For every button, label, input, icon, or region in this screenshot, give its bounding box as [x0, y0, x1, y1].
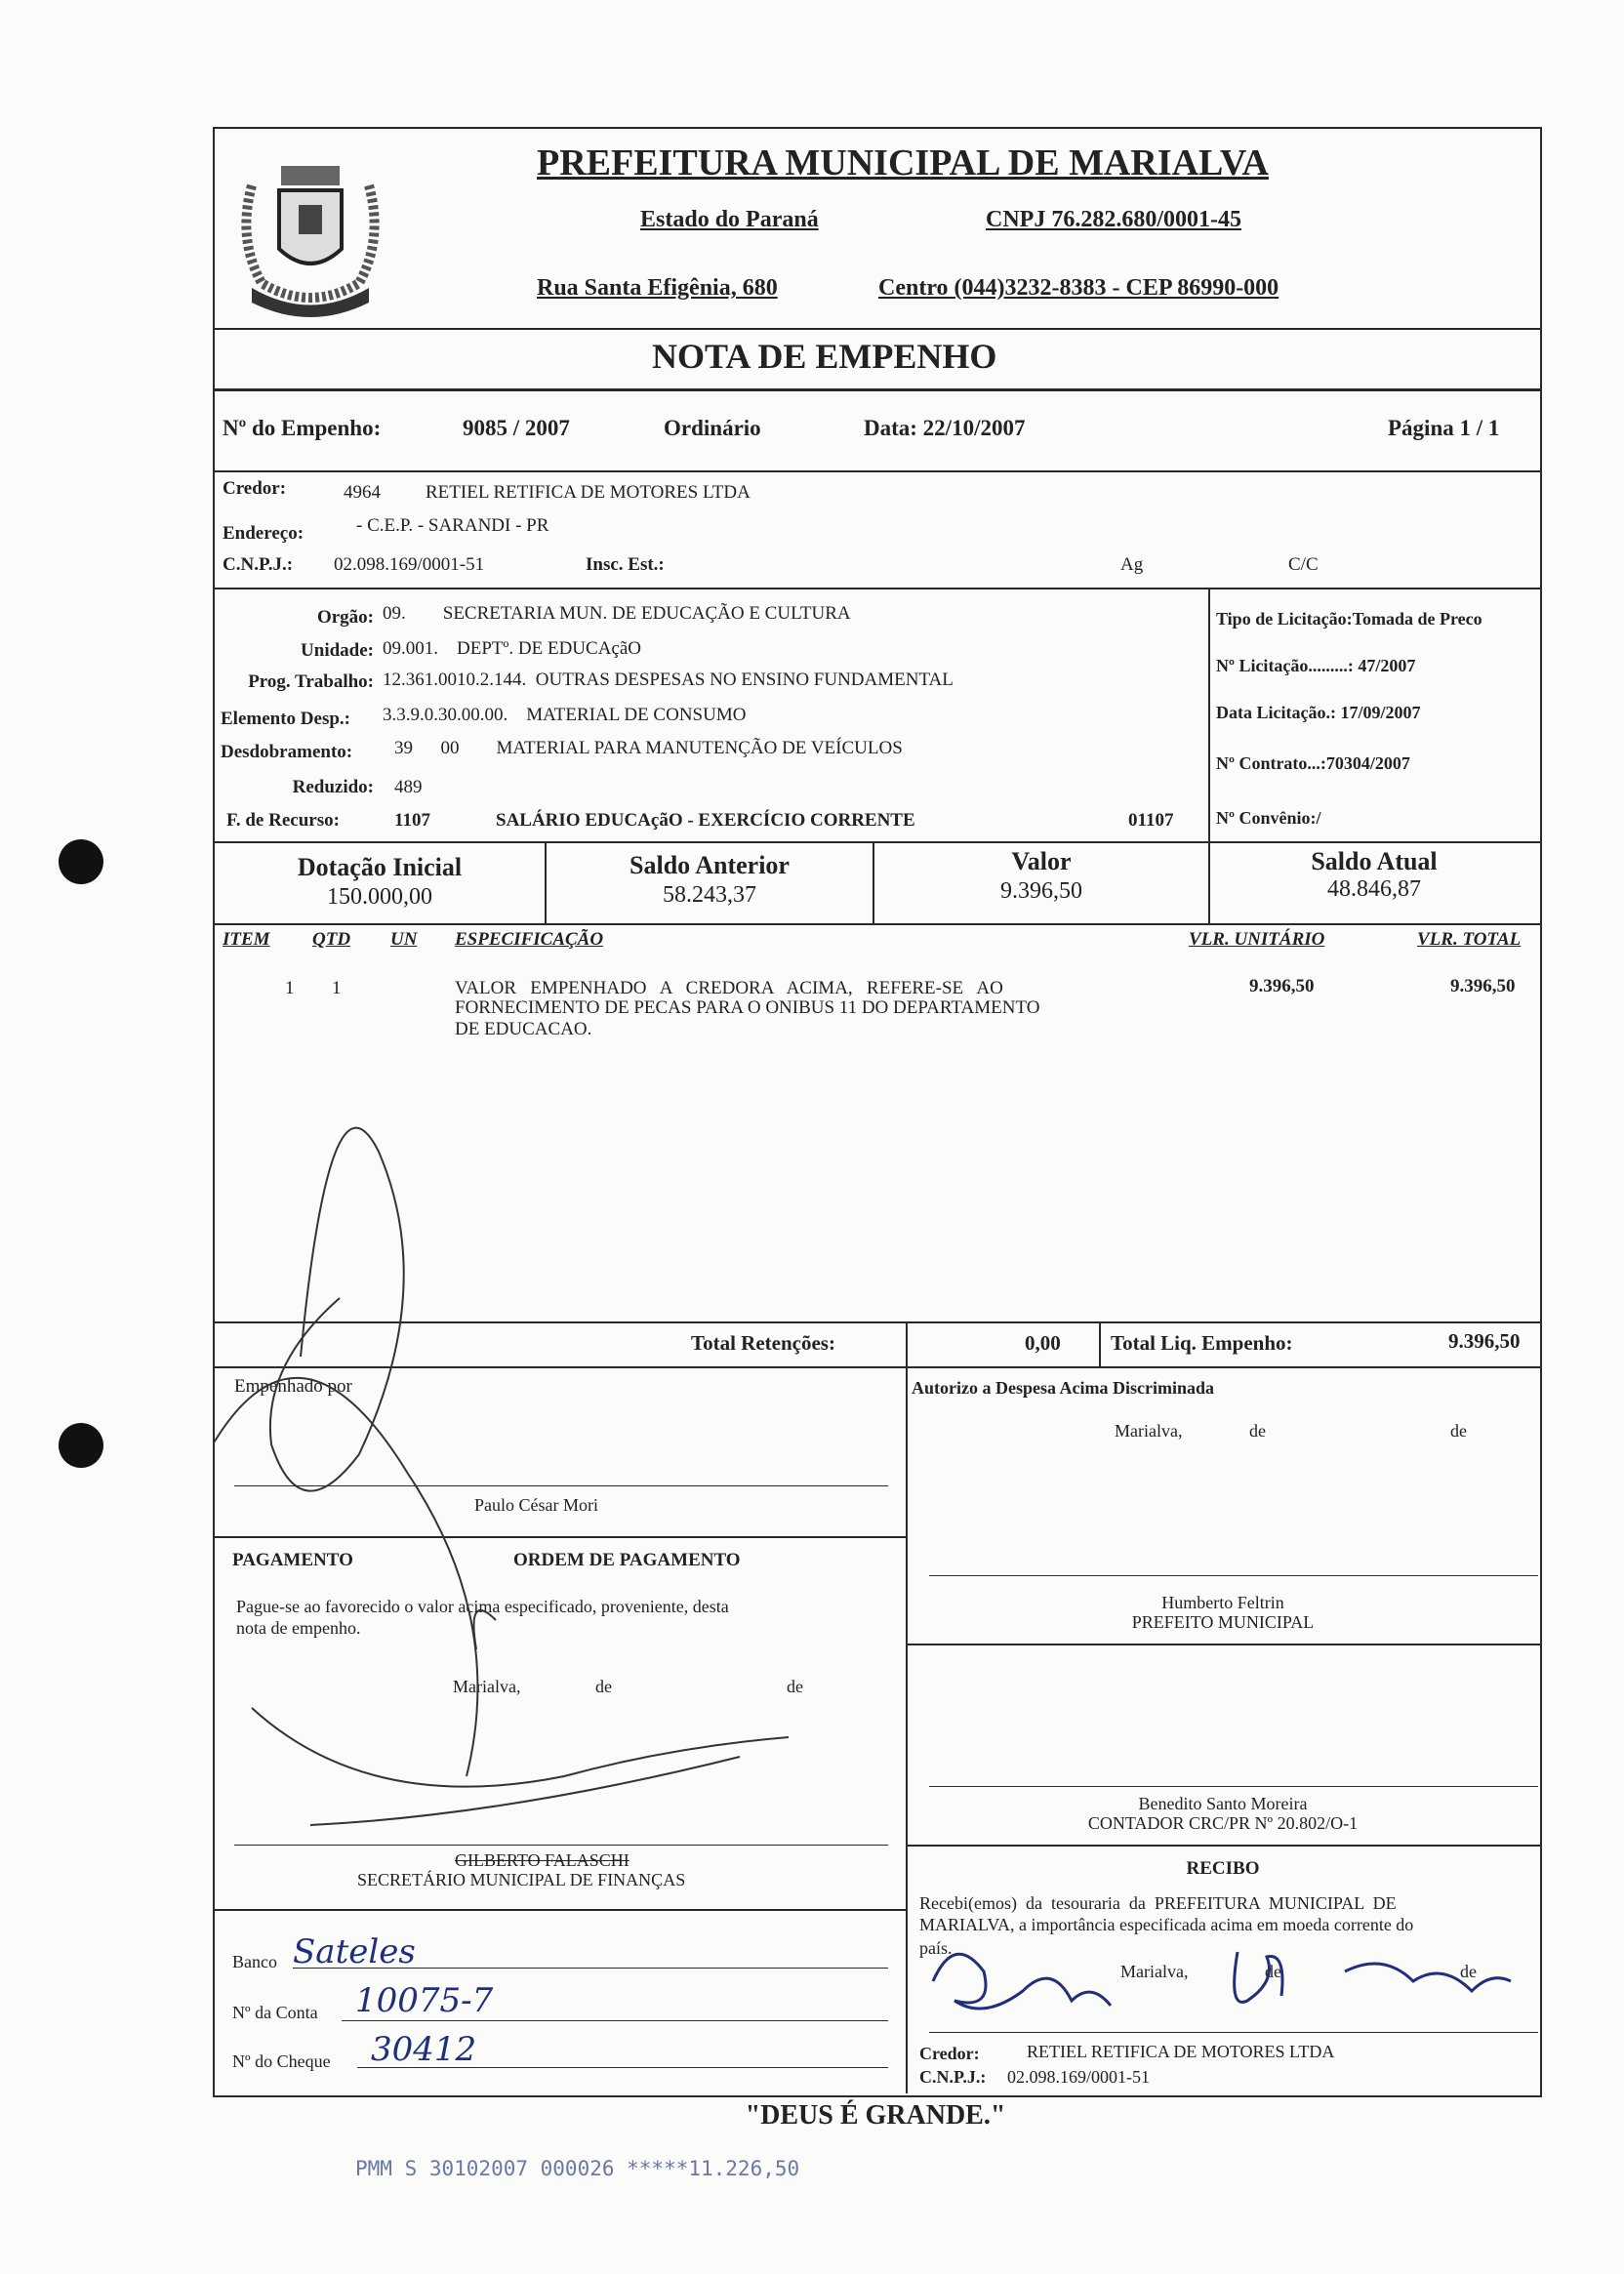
recurso-ref: 01107 [1128, 810, 1174, 831]
secretario-title: SECRETÁRIO MUNICIPAL DE FINANÇAS [357, 1870, 686, 1889]
elemento-label: Elemento Desp.: [221, 709, 350, 729]
desdob-label: Desdobramento: [221, 742, 353, 762]
col-vlr-total-header: VLR. TOTAL [1417, 929, 1522, 950]
licitacao-type: Tipo de Licitação:Tomada de Preco [1216, 609, 1482, 629]
conta-label: Nº da Conta [232, 2003, 318, 2022]
credor-name: RETIEL RETIFICA DE MOTORES LTDA [426, 482, 751, 503]
empenhado-name: Paulo César Mori [474, 1495, 598, 1515]
secretario-name: GILBERTO FALASCHI [455, 1850, 629, 1870]
contador-name: Benedito Santo Moreira [1138, 1794, 1308, 1813]
col-espec-header: ESPECIFICAÇÃO [455, 929, 604, 950]
punch-hole-bottom [59, 1423, 103, 1468]
conta-value: 10075-7 [355, 1981, 494, 2020]
divider [213, 923, 1540, 925]
recibo-title: RECIBO [1186, 1858, 1260, 1879]
credor-label: Credor: [223, 478, 287, 499]
saldo-anterior-label: Saldo Anterior [629, 851, 790, 879]
dotacao-inicial-value: 150.000,00 [327, 884, 432, 910]
licitacao-date: Data Licitação.: 17/09/2007 [1216, 703, 1421, 722]
col-vlr-unit-header: VLR. UNITÁRIO [1189, 929, 1325, 950]
divider [1208, 588, 1210, 841]
desdob-value: 39 00 MATERIAL PARA MANUTENÇÃO DE VEÍCULOS [394, 738, 903, 758]
autorizo-de: de [1450, 1421, 1467, 1441]
divider [213, 841, 1540, 843]
valor-value: 9.396,50 [1000, 878, 1082, 904]
autorizo-label: Autorizo a Despesa Acima Discriminada [912, 1378, 1214, 1398]
pagamento-label: PAGAMENTO [232, 1550, 353, 1570]
recibo-credor-name: RETIEL RETIFICA DE MOTORES LTDA [1027, 2042, 1335, 2061]
cnpj-credor-label: C.N.P.J.: [223, 554, 294, 575]
prog-label: Prog. Trabalho: [248, 671, 374, 692]
unidade-value: 09.001. DEPTº. DE EDUCAçãO [383, 638, 641, 659]
credor-cnpj: 02.098.169/0001-51 [334, 554, 485, 575]
recibo-text: Recebi(emos) da tesouraria da PREFEITURA MUNICIPAL DE [919, 1893, 1397, 1913]
cheque-label: Nº do Cheque [232, 2051, 331, 2071]
ordem-pagamento-label: ORDEM DE PAGAMENTO [513, 1550, 741, 1570]
divider [213, 388, 1540, 391]
col-item-header: ITEM [223, 929, 270, 950]
pagamento-place: Marialva, [453, 1677, 521, 1696]
valor-label: Valor [1011, 847, 1072, 875]
recibo-text: MARIALVA, a importância especificada acima em moeda corrente do [919, 1915, 1414, 1934]
reduzido-value: 489 [394, 777, 423, 797]
pagamento-text: nota de empenho. [236, 1618, 361, 1638]
handwritten-signature [213, 1074, 1538, 2098]
retencoes-value: 0,00 [1025, 1331, 1061, 1355]
punch-hole-top [59, 839, 103, 884]
licitacao-number: Nº Licitação.........: 47/2007 [1216, 656, 1416, 675]
recibo-credor-label: Credor: [919, 2044, 980, 2063]
motto: "DEUS É GRANDE." [745, 2100, 1006, 2131]
item-spec-line: FORNECIMENTO DE PECAS PARA O ONIBUS 11 DO DEPARTAMENTO [455, 997, 1040, 1018]
autorizo-place: Marialva, [1115, 1421, 1183, 1441]
contador-title: CONTADOR CRC/PR Nº 20.802/O-1 [1087, 1813, 1359, 1833]
prog-value: 12.361.0010.2.144. OUTRAS DESPESAS NO ENSINO FUNDAMENTAL [383, 670, 954, 690]
item-qty: 1 [332, 978, 342, 998]
saldo-anterior-value: 58.243,37 [663, 882, 756, 908]
unidade-label: Unidade: [301, 640, 374, 661]
orgao-value: 09. SECRETARIA MUN. DE EDUCAÇÃO E CULTURA [383, 603, 851, 624]
account-label: C/C [1288, 554, 1319, 575]
contact-label: Centro (044)3232-8383 - CEP 86990-000 [878, 275, 1279, 301]
empenho-number-label: Nº do Empenho: [223, 416, 382, 440]
orgao-label: Orgão: [316, 607, 374, 628]
agency-label: Ag [1120, 554, 1144, 575]
elemento-value: 3.3.9.0.30.00.00. MATERIAL DE CONSUMO [383, 705, 747, 725]
col-un-header: UN [390, 929, 418, 950]
saldo-atual-value: 48.846,87 [1327, 876, 1421, 902]
recibo-cnpj-label: C.N.P.J.: [919, 2067, 987, 2087]
item-number: 1 [285, 978, 295, 998]
saldo-atual-label: Saldo Atual [1311, 847, 1438, 875]
recibo-text: país. [919, 1938, 953, 1958]
municipality-title: PREFEITURA MUNICIPAL DE MARIALVA [537, 142, 1269, 183]
col-qtd-header: QTD [312, 929, 351, 950]
empenho-date: Data: 22/10/2007 [864, 416, 1026, 440]
recurso-code: 1107 [394, 810, 430, 831]
pagamento-de: de [595, 1677, 612, 1696]
prefeito-title: PREFEITO MUNICIPAL [1131, 1612, 1315, 1632]
divider [213, 328, 1540, 330]
recibo-cnpj-value: 02.098.169/0001-51 [1007, 2067, 1150, 2087]
item-total-value: 9.396,50 [1450, 976, 1516, 996]
banco-label: Banco [232, 1952, 277, 1971]
liquido-value: 9.396,50 [1448, 1329, 1521, 1353]
item-spec-line: VALOR EMPENHADO A CREDORA ACIMA, REFERE-SE AO [455, 978, 1003, 998]
empenho-number: 9085 / 2007 [463, 416, 570, 440]
prefeito-name: Humberto Feltrin [1161, 1593, 1284, 1612]
divider [213, 470, 1540, 472]
item-spec-line: DE EDUCACAO. [455, 1019, 592, 1039]
contrato-number: Nº Contrato...:70304/2007 [1216, 753, 1410, 773]
cnpj-label: CNPJ 76.282.680/0001-45 [986, 207, 1241, 232]
page-number: Página 1 / 1 [1388, 416, 1500, 440]
autorizo-de: de [1249, 1421, 1266, 1441]
recibo-de: de [1265, 1962, 1281, 1981]
item-unit-value: 9.396,50 [1249, 976, 1315, 996]
recurso-name: SALÁRIO EDUCAçãO - EXERCÍCIO CORRENTE [496, 810, 915, 831]
recurso-label: F. de Recurso: [226, 810, 340, 831]
recibo-place: Marialva, [1120, 1962, 1189, 1981]
insc-est-label: Insc. Est.: [586, 554, 665, 575]
pagamento-de: de [787, 1677, 803, 1696]
divider [213, 588, 1540, 589]
reduzido-label: Reduzido: [292, 777, 374, 797]
retencoes-label: Total Retenções: [691, 1331, 835, 1355]
bank-stamp: PMM S 30102007 000026 *****11.226,50 [355, 2157, 800, 2180]
recibo-de: de [1460, 1962, 1477, 1981]
banco-value: Sateles [293, 1932, 416, 1971]
liquido-label: Total Liq. Empenho: [1111, 1331, 1293, 1355]
empenhado-label: Empenhado por [234, 1376, 352, 1397]
dotacao-inicial-label: Dotação Inicial [297, 853, 463, 881]
credor-address: - C.E.P. - SARANDI - PR [356, 515, 549, 536]
credor-code: 4964 [344, 482, 381, 503]
endereco-label: Endereço: [223, 523, 304, 544]
state-label: Estado do Paraná [640, 207, 819, 232]
document-title: NOTA DE EMPENHO [652, 337, 997, 376]
coat-of-arms-logo [213, 132, 408, 327]
cheque-value: 30412 [371, 2030, 477, 2069]
pagamento-text: Pague-se ao favorecido o valor acima especificado, proveniente, desta [236, 1597, 729, 1616]
empenho-type: Ordinário [664, 416, 761, 440]
convenio-number: Nº Convênio:/ [1216, 808, 1321, 828]
address-label: Rua Santa Efigênia, 680 [537, 275, 778, 301]
